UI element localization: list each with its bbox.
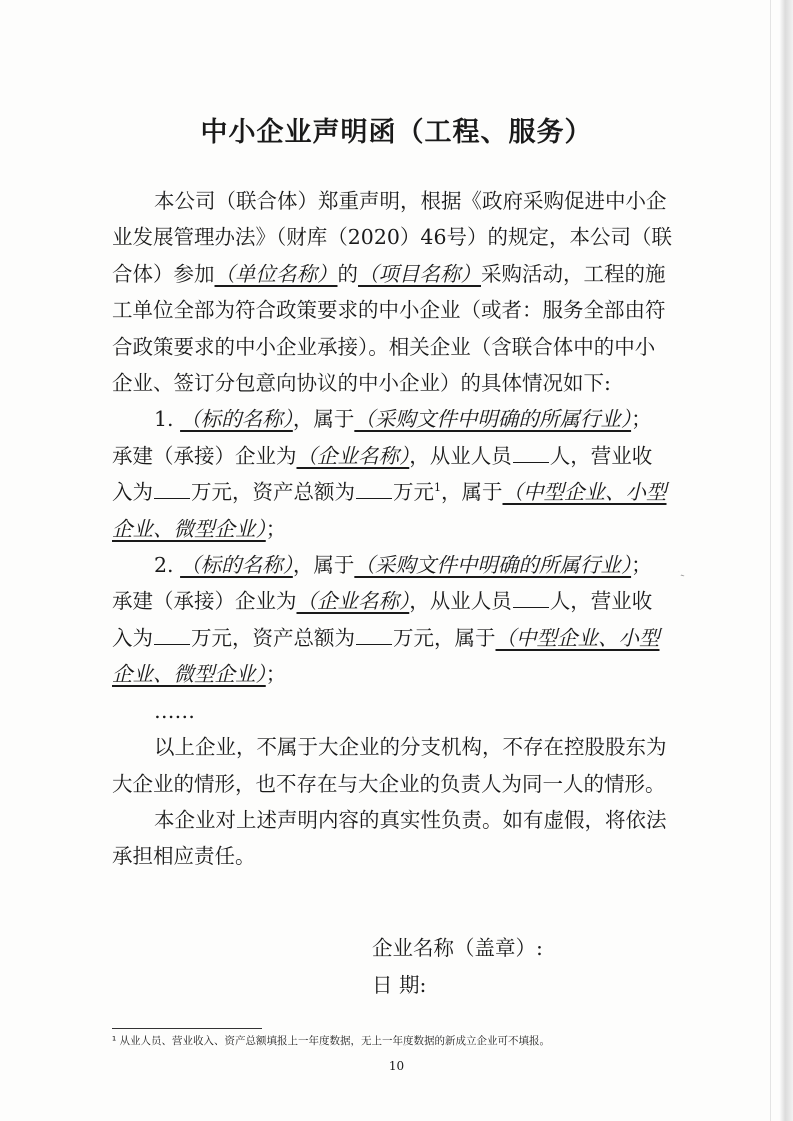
item-2-industry: （采购文件中明确的所属行业）: [354, 553, 632, 578]
project-name-field: （项目名称）: [358, 261, 481, 286]
item-2-number: 2.: [154, 553, 181, 578]
footnote-ref: 1: [434, 481, 441, 495]
item-1-revenue-blank: [154, 478, 190, 500]
item-1-assets-unit: 万元: [393, 480, 434, 505]
item-2-contractor-label: 承建（承接）企业为: [112, 589, 297, 614]
item-2-sep: ；: [631, 553, 652, 578]
page-edge-line: [770, 0, 771, 1121]
item-2-belongs: ，属于: [292, 553, 355, 578]
item-2-end: ；: [265, 662, 287, 687]
item-1-subject: （标的名称）: [180, 407, 293, 432]
intro-de: 的: [337, 261, 358, 286]
footnote-text: ¹ 从业人员、营业收入、资产总额填报上一年度数据，无上一年度数据的新成立企业可不填报。: [112, 1035, 551, 1047]
item-2-revenue-blank: [154, 623, 190, 645]
page-number: 10: [388, 1059, 405, 1073]
scan-mark: ˋ: [679, 571, 694, 589]
item-1-end: ；: [265, 516, 287, 541]
item-1: [112, 401, 672, 547]
item-1-contractor-label: 承建（承接）企业为: [112, 443, 297, 468]
unit-name-field: （单位名称）: [214, 261, 338, 286]
item-2: [112, 547, 672, 693]
item-2-assets-unit: 万元: [393, 625, 434, 650]
item-2-assets-blank: [356, 623, 392, 645]
signature-date-label: 日 期:: [372, 973, 427, 997]
item-1-belongs2: ，属于: [441, 480, 503, 505]
item-2-revenue-unit: 万元，资产总额为: [191, 625, 355, 650]
intro-text-2: 采购活动，工程的施工单位全部为符合政策要求的中小企业（或者：服务全部由符合政策要求的中小企业承接）。相关企业（含联合体中的中小企业、签订分包意向协议的中小企业）的具体情况如下:: [112, 261, 666, 396]
signature-company-label: 企业名称（盖章）:: [372, 936, 543, 960]
intro-text-1: 本公司（联合体）郑重声明，根据《政府采购促进中小企业发展管理办法》（财库（2020）46号）的规定，本公司（联合体）参加: [112, 189, 673, 286]
page-edge-shadow: [779, 0, 793, 1121]
item-1-staff-unit: 人，营业收入为: [112, 443, 653, 505]
item-1-sep: ；: [631, 407, 652, 432]
item-1-staff-label: ，从业人员: [409, 443, 512, 468]
item-2-subject: （标的名称）: [180, 553, 293, 578]
item-2-belongs2: ，属于: [434, 625, 496, 650]
statement-not-branch: 以上企业，不属于大企业的分支机构，不存在控股股东为大企业的情形，也不存在与大企业的负责人为同一人的情形。: [112, 735, 667, 796]
item-1-assets-blank: [356, 478, 392, 500]
item-1-number: 1.: [154, 407, 181, 432]
item-2-staff-blank: [513, 587, 549, 609]
item-1-company: （企业名称）: [296, 443, 410, 468]
item-2-staff-unit: 人，营业收入为: [112, 589, 653, 650]
item-1-size: （中型企业、小型企业、微型企业）: [112, 480, 667, 541]
item-1-revenue-unit: 万元，资产总额为: [191, 480, 355, 505]
document-body: [112, 183, 672, 875]
intro-paragraph: [112, 183, 672, 401]
item-2-company: （企业名称）: [296, 589, 410, 614]
item-1-belongs: ，属于: [292, 407, 355, 432]
item-1-staff-blank: [513, 441, 549, 463]
ellipsis: ……: [154, 698, 195, 723]
item-2-size: （中型企业、小型企业、微型企业）: [112, 625, 660, 687]
document-title: 中小企业声明函（工程、服务）: [200, 117, 593, 148]
footnote-divider: [112, 1028, 262, 1029]
item-1-industry: （采购文件中明确的所属行业）: [354, 407, 632, 432]
statement-truthfulness: 本企业对上述声明内容的真实性负责。如有虚假，将依法承担相应责任。: [112, 807, 667, 869]
item-2-staff-label: ，从业人员: [409, 589, 512, 614]
